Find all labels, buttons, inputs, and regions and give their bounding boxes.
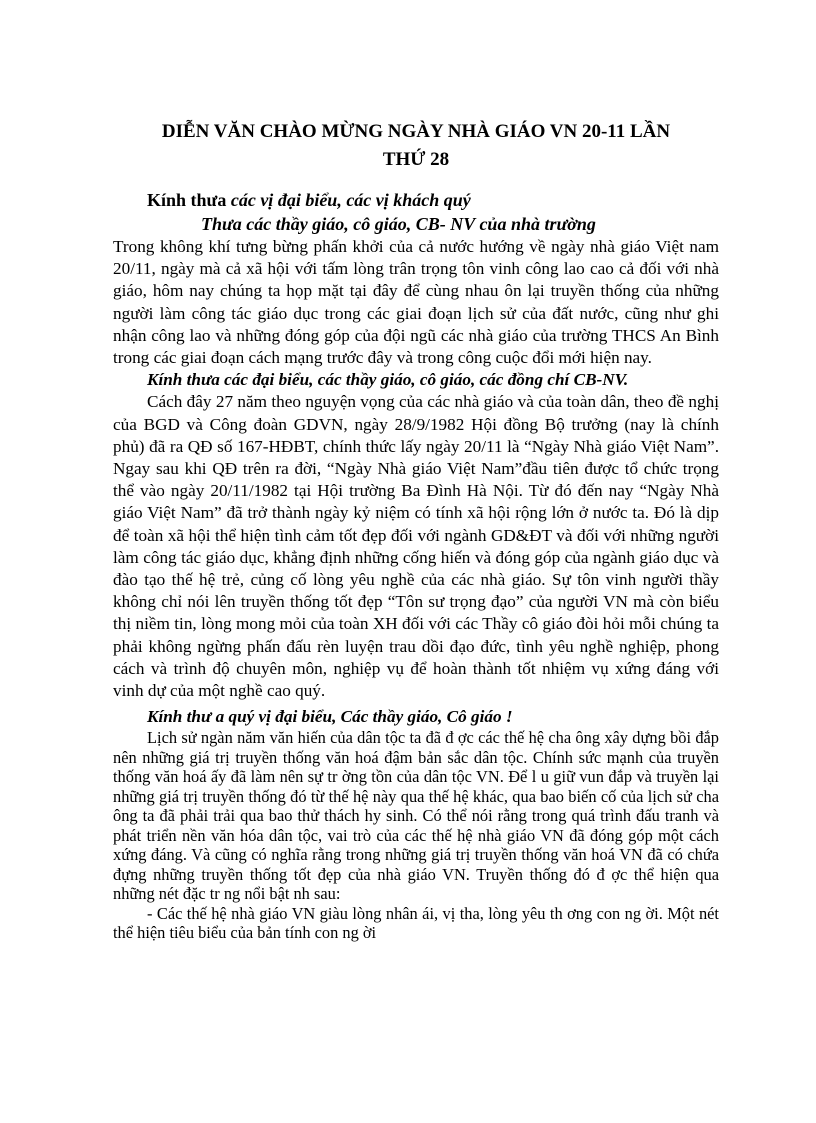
paragraph-history: Cách đây 27 năm theo nguyện vọng của các nhà giáo và của toàn dân, theo đề nghị của BGD và Công đoàn GDVN, ngày 28/9/1982 Hội đồng Bộ trưởng (nay là chính phủ) đã ra QĐ số 167-HĐBT, chính thức lấy ngày 20/11 là “Ngày Nhà giáo Việt Nam”. Ngay sau khi QĐ trên ra đời, “Ngày Nhà giáo Việt Nam”đầu tiên được tổ chức trọng thể vào ngày 20/11/1982 tại Hội trường Ba Đình Hà Nội. Từ đó đến nay “Ngày Nhà giáo Việt Nam” đã trở thành ngày kỷ niệm có tính xã hội rộng lớn ở nước ta. Đó là dịp để toàn xã hội thể hiện tình cảm tốt đẹp đối với ngành GD&ĐT và đối với những người làm công tác giáo dục, khẳng định những cống hiến và đóng góp của ngành giáo dục và đào tạo thế hệ trẻ, củng cố lòng yêu nghề của các nhà giáo. Sự tôn vinh người thầy không chỉ nói lên truyền thống tốt đẹp “Tôn sư trọng đạo” của người VN mà còn biểu thị niềm tin, lòng mong mỏi của toàn XH đối với các Thầy cô giáo đòi hỏi mỗi chúng ta phải không ngừng phấn đấu rèn luyện trau dồi đạo đức, tình yêu nghề nghiệp, phong cách và trình độ chuyên môn, nghiệp vụ để hoàn thành tốt nhiệm vụ xứng đáng với vinh dự của một nghề cao quý. [113, 392, 719, 701]
greeting-line-2: Thưa các thầy giáo, cô giáo, CB- NV của nhà trường [201, 214, 596, 234]
paragraph-tradition: Lịch sử ngàn năm văn hiến của dân tộc ta đã đ ợc các thế hệ cha ông xây dựng bồi đắp nên những giá trị truyền thống văn hoá đậm bản sắc dân tộc. Chính sức mạnh của truyền thống văn hoá ấy đã làm nên sự tr ờng tồn của dân tộc VN. Để l u giữ vun đắp và truyền lại những giá trị truyền thống đó từ thế hệ này qua thế hệ khác, qua bao biến cố của lịch sử cha ông ta đã phải trải qua bao thử thách hy sinh. Có thể nói rằng trong quá trình đấu tranh và phát triển nền văn hóa dân tộc, vai trò của các thế hệ nhà giáo VN đã đóng góp một cách xứng đáng. Và cũng có nghĩa rằng trong những giá trị truyền thống văn hoá VN đã có chứa đựng những truyền thống tốt đẹp của nhà giáo VN. Truyền thống đó đ ợc thể hiện qua những nét đặc tr ng nổi bật nh sau: [113, 728, 719, 904]
document-title [113, 118, 719, 174]
title-line-1: DIỄN VĂN CHÀO MỪNG NGÀY NHÀ GIÁO VN 20-11 LẦN [161, 121, 671, 142]
section-heading-3: Kính thư a quý vị đại biểu, Các thầy giáo, Cô giáo ! [147, 707, 513, 727]
greeting-prefix: Kính thưa [147, 190, 227, 210]
paragraph-bullet-1: - Các thế hệ nhà giáo VN giàu lòng nhân ái, vị tha, lòng yêu th ơng con ng ời. Một nét thể hiện tiêu biểu của bản tính con ng ời [113, 903, 719, 943]
section-heading-2: Kính thưa các đại biểu, các thầy giáo, cô giáo, các đồng chí CB-NV. [147, 370, 629, 390]
greeting-rest: các vị đại biểu, các vị khách quý [226, 190, 471, 210]
document-page [113, 118, 719, 943]
paragraph-intro: Trong không khí tưng bừng phấn khởi của cả nước hướng về ngày nhà giáo Việt nam 20/11, ngày mà cả xã hội với tấm lòng trân trọng tôn vinh công lao cao cả đối với nhà giáo, hôm nay chúng ta họp mặt tại đây để cùng nhau ôn lại truyền thống của những người làm công tác giáo dục trong các giai đoạn lịch sử của đất nước, cũng như ghi nhận công lao và những đóng góp của đội ngũ các nhà giáo của trường THCS An Bình trong các giai đoạn cách mạng trước đây và trong công cuộc đổi mới hiện nay. [113, 237, 719, 368]
title-line-2: THỨ 28 [382, 149, 450, 170]
greeting-line-1 [147, 188, 719, 212]
